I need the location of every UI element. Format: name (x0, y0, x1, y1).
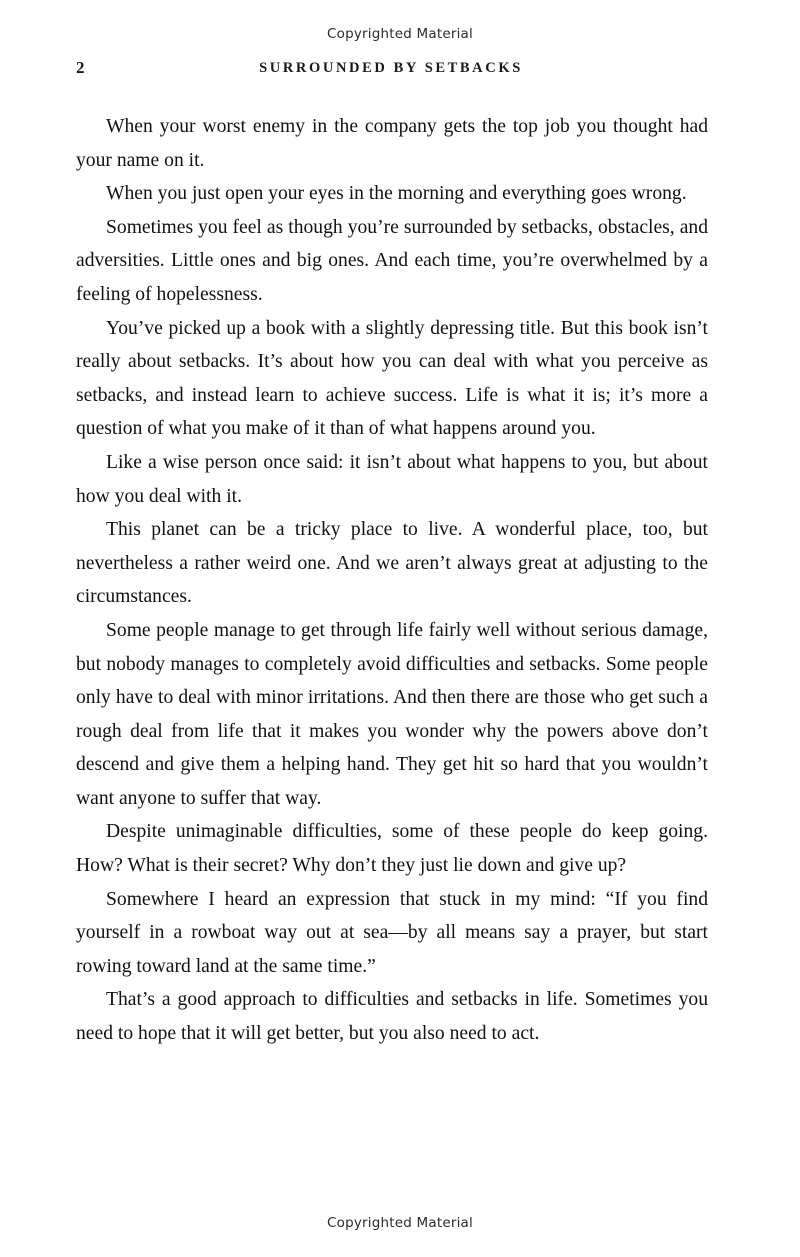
paragraph: Some people manage to get through life fairly well without serious damage, but nobody manages to completely avoid difficulties and setbacks. Some people only have to deal with minor irritations. And then there are those who get such a rough deal from life that it makes you wonder why the powers above don’t descend and give them a helping hand. They get hit so hard that you wouldn’t want anyone to suffer that way. (76, 619, 708, 809)
copyright-watermark-top: Copyrighted Material (327, 26, 473, 42)
copyright-watermark-bottom: Copyrighted Material (327, 1215, 473, 1231)
chapter-title: SURROUNDED BY SETBACKS (259, 60, 523, 76)
paragraph: When you just open your eyes in the morning and everything goes wrong. (106, 183, 687, 205)
paragraph: Somewhere I heard an expression that stuck in my mind: “If you find yourself in a rowboat way out at sea—by all means say a prayer, but start rowing toward land at the same time.” (76, 888, 708, 977)
page-number: 2 (76, 58, 85, 77)
paragraph: That’s a good approach to difficulties and setbacks in life. Sometimes you need to hope that it will get better, but you also need to act. (76, 989, 708, 1045)
paragraph: Despite unimaginable difficulties, some of these people do keep going. How? What is their secret? Why don’t they just lie down and give up? (76, 821, 708, 877)
paragraph: When your worst enemy in the company gets the top job you thought had your name on it. (76, 116, 708, 171)
running-head (76, 58, 706, 80)
body-text (76, 110, 708, 1051)
paragraph: You’ve picked up a book with a slightly depressing title. But this book isn’t really about setbacks. It’s about how you can deal with what you perceive as setbacks, and instead learn to achieve success. Life is what it is; it’s more a question of what you make of it than of what happens around you. (76, 317, 708, 440)
paragraph: Sometimes you feel as though you’re surrounded by setbacks, obstacles, and adversities. Little ones and big ones. And each time, you’re overwhelmed by a feeling of hopelessness. (76, 216, 708, 305)
paragraph: This planet can be a tricky place to live. A wonderful place, too, but nevertheless a rather weird one. And we aren’t always great at adjusting to the circumstances. (76, 519, 708, 608)
paragraph: Like a wise person once said: it isn’t about what happens to you, but about how you deal with it. (76, 451, 708, 507)
